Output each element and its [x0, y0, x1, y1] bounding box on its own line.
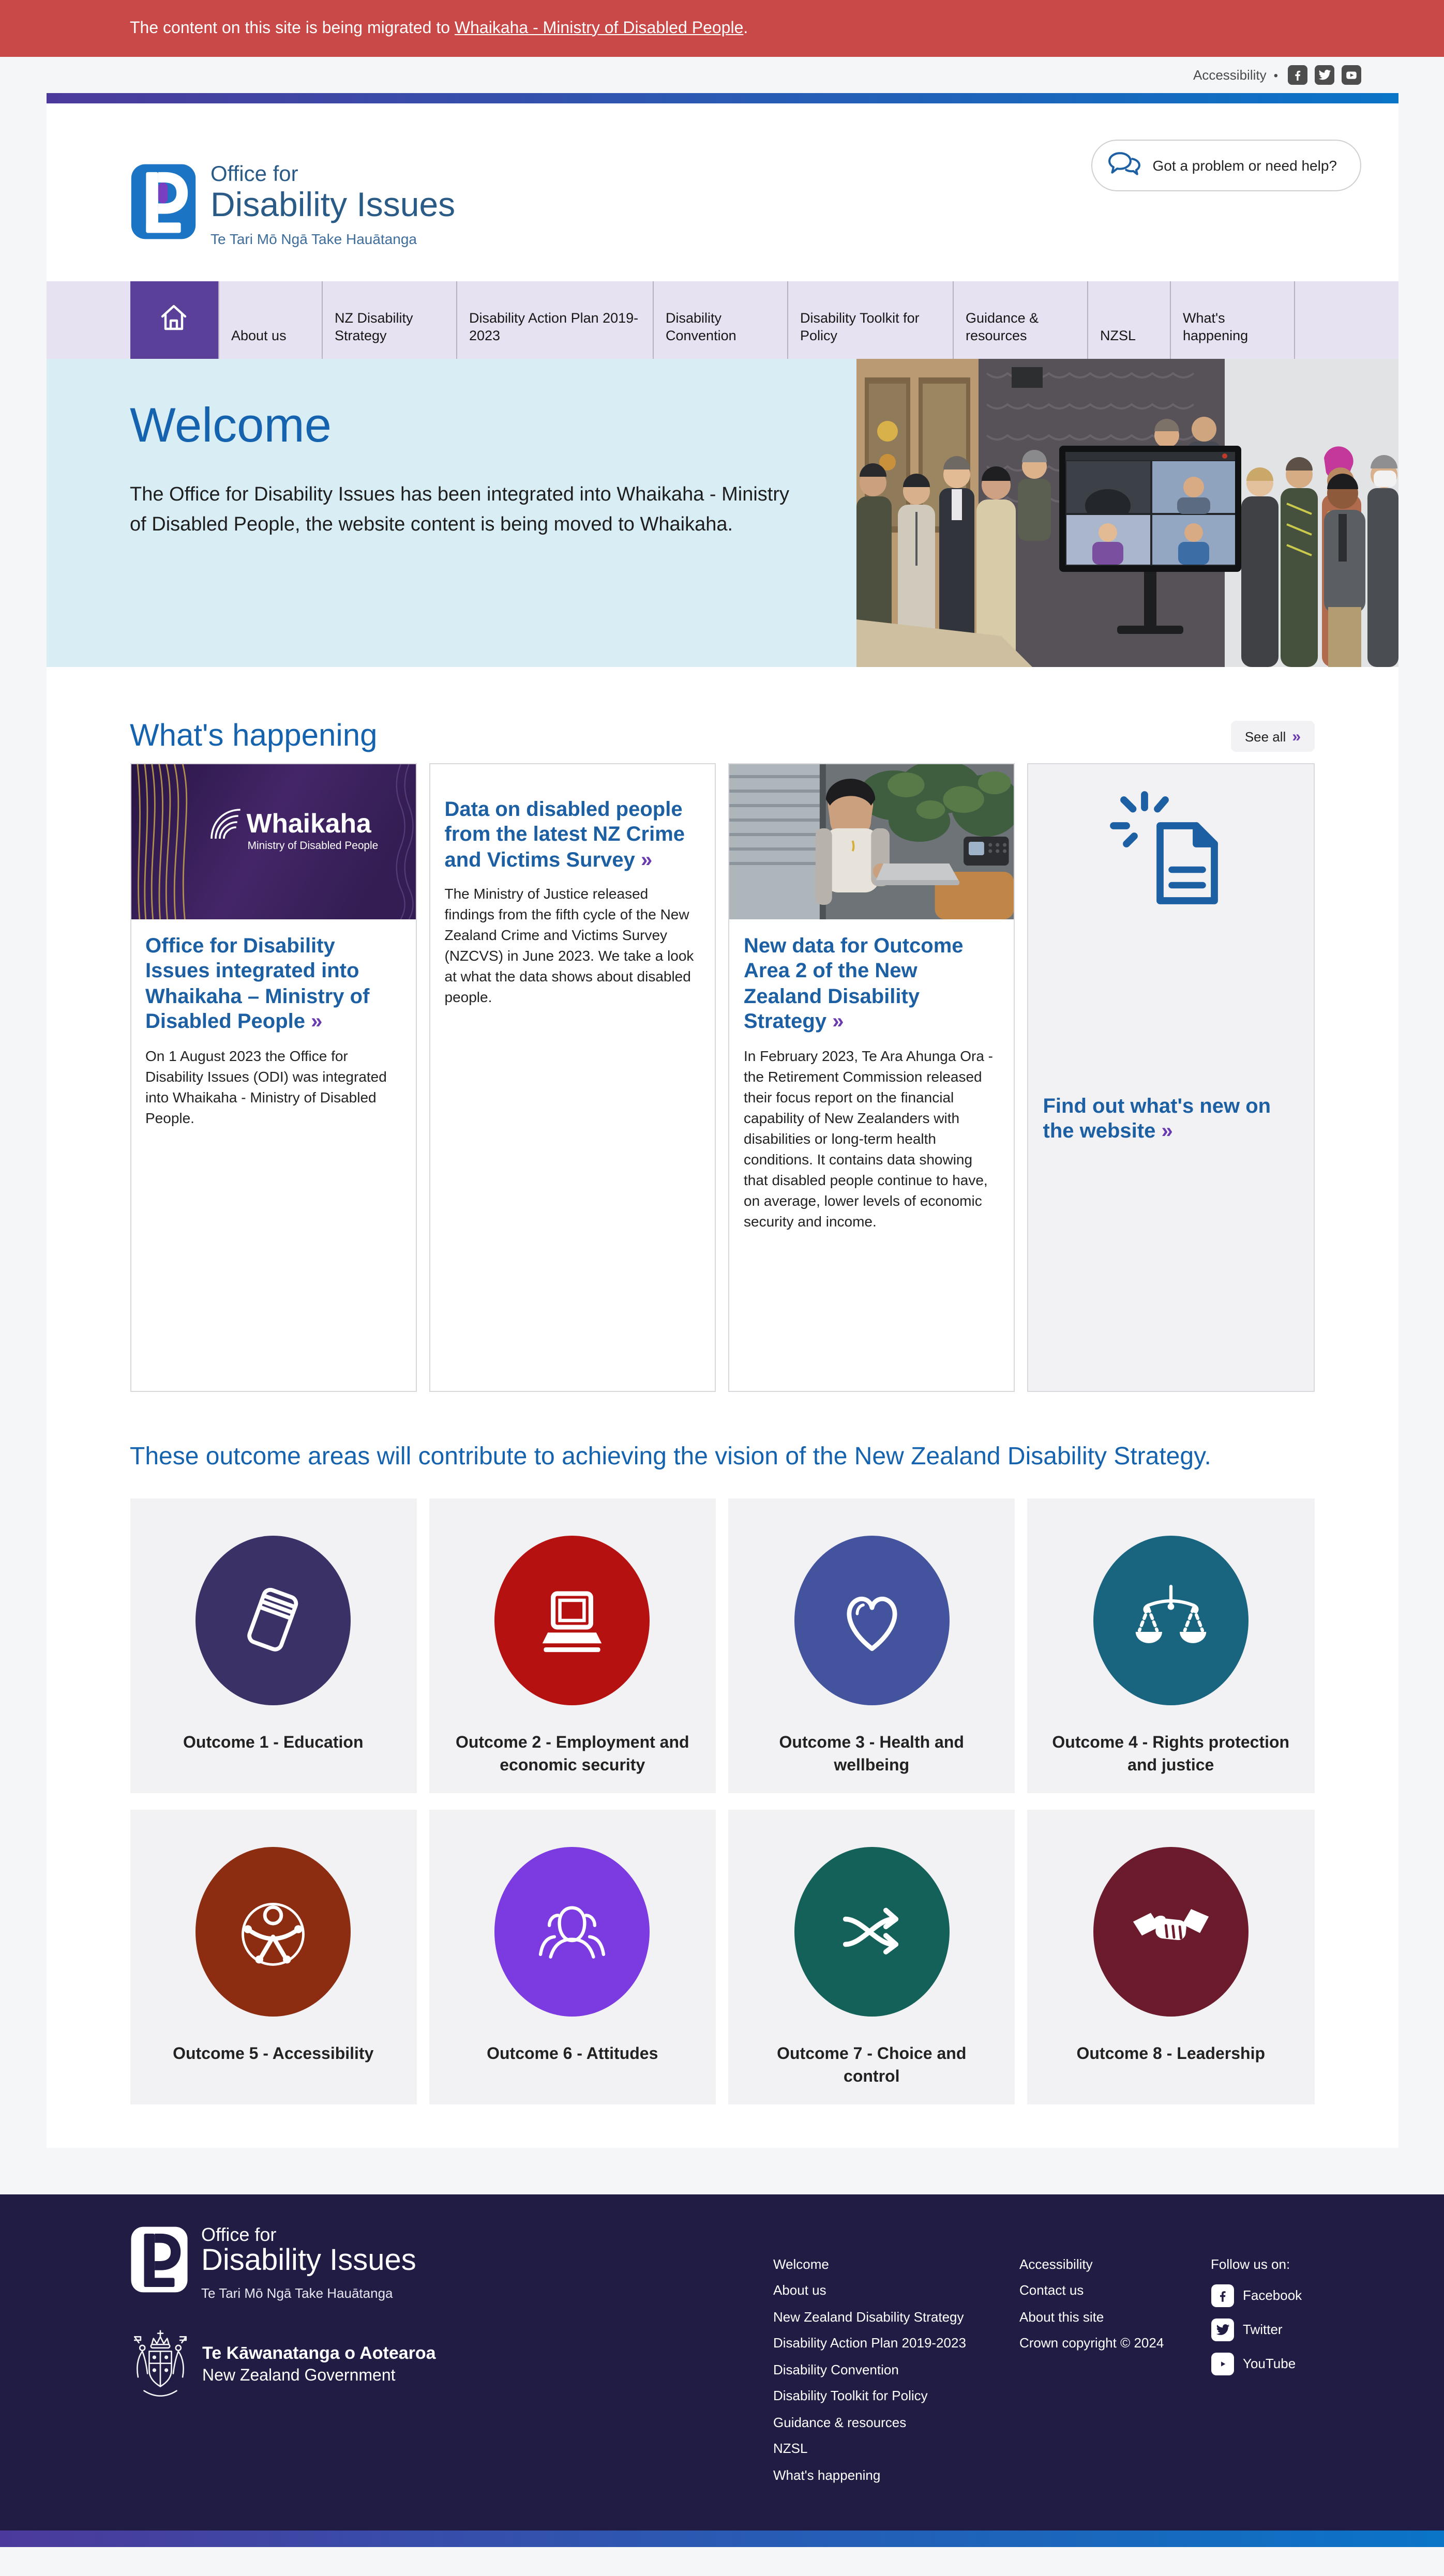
- scales-icon: [1093, 1536, 1249, 1705]
- facebook-icon: [1211, 2284, 1234, 2307]
- chevron-right-icon: »: [311, 1010, 323, 1034]
- see-all-button[interactable]: See all »: [1231, 721, 1314, 752]
- hero-paragraph: The Office for Disability Issues has been integrated into Whaikaha - Ministry of Disabled People, the website content is being moved to Whaikaha.: [130, 484, 789, 536]
- banner-whaikaha-link[interactable]: Whaikaha - Ministry of Disabled People: [454, 19, 744, 37]
- site-logo[interactable]: [130, 163, 455, 248]
- footer-link-whats-happening[interactable]: What's happening: [773, 2467, 881, 2483]
- footer-link-disability-toolkit[interactable]: Disability Toolkit for Policy: [773, 2388, 928, 2404]
- footer-link-nz-disability-strategy[interactable]: New Zealand Disability Strategy: [773, 2309, 964, 2325]
- accessibility-icon: [195, 1847, 351, 2017]
- footer-gradient-bar: [0, 2530, 1444, 2547]
- follow-us-label: Follow us on:: [1211, 2256, 1290, 2272]
- odi-logo-icon: [130, 163, 196, 248]
- footer-link-disability-action-plan[interactable]: Disability Action Plan 2019-2023: [773, 2335, 966, 2351]
- outcome-tile-leadership[interactable]: Outcome 8 - Leadership: [1028, 1810, 1315, 2104]
- outcome-tile-rights[interactable]: Outcome 4 - Rights protection and justice: [1028, 1498, 1315, 1793]
- news-card-summary: On 1 August 2023 the Office for Disability Issues (ODI) was integrated into Whaikaha - Ministry of Disabled People.: [145, 1047, 387, 1126]
- hero-photo-staff-group: [856, 359, 1398, 667]
- people-icon: [495, 1847, 650, 2017]
- help-button-label: Got a problem or need help?: [1152, 157, 1337, 174]
- footer-link-nzsl[interactable]: NZSL: [773, 2441, 808, 2457]
- help-button[interactable]: [1092, 140, 1361, 191]
- logo-tagline: Te Tari Mō Ngā Take Hauātanga: [210, 231, 417, 248]
- outcome-tile-choice[interactable]: Outcome 7 - Choice and control: [728, 1810, 1015, 2104]
- outcome-tile-employment[interactable]: Outcome 2 - Employment and economic security: [429, 1498, 716, 1793]
- footer-links-secondary: [1019, 2225, 1211, 2494]
- twitter-icon: [1211, 2319, 1234, 2341]
- news-card-title[interactable]: Find out what's new on the website »: [1043, 1095, 1271, 1143]
- news-card-summary: The Ministry of Justice released findings from the fifth cycle of the New Zealand Crime and Victims Survey (NZCVS) in June 2023. We take a look at what the data shows about disabled people.: [444, 885, 694, 1006]
- handshake-icon: [1093, 1847, 1249, 2017]
- separator-dot: •: [1273, 68, 1278, 82]
- whaikaha-banner-image: [131, 764, 416, 919]
- crown-copyright: Crown copyright © 2024: [1019, 2335, 1164, 2351]
- twitter-icon[interactable]: [1314, 65, 1334, 85]
- news-card-nzcvs[interactable]: [429, 763, 716, 1392]
- news-cards: [130, 763, 1314, 1392]
- footer-link-disability-convention[interactable]: Disability Convention: [773, 2361, 899, 2377]
- svg-text:Whaikaha: Whaikaha: [246, 808, 371, 839]
- footer-links-primary: [773, 2225, 1019, 2494]
- banner-text-suffix: .: [743, 19, 748, 37]
- news-card-whats-new[interactable]: [1028, 763, 1315, 1392]
- site-header: [46, 103, 1398, 281]
- footer-twitter-link[interactable]: Twitter: [1211, 2319, 1314, 2341]
- footer-logo[interactable]: [130, 2225, 482, 2301]
- news-card-summary: In February 2023, Te Ara Ahunga Ora - the Retirement Commission released their focus report on the financial capability of New Zealanders with disabilities or long-term health conditions. It contains data showing that disabled people continue to have, on average, lower levels of economic security and income.: [744, 1047, 994, 1230]
- chevron-right-icon: »: [832, 1010, 844, 1034]
- nav-filler: [1293, 281, 1398, 359]
- banner-text-prefix: The content on this site is being migrated to: [130, 19, 455, 37]
- utility-bar: [0, 57, 1444, 93]
- person-using-laptop-photo: [729, 764, 1014, 919]
- news-card-title[interactable]: New data for Outcome Area 2 of the New Zealand Disability Strategy »: [744, 935, 964, 1034]
- footer-link-welcome[interactable]: Welcome: [773, 2256, 829, 2272]
- nav-item-disability-convention[interactable]: Disability Convention: [652, 281, 787, 359]
- nav-item-nz-disability-strategy[interactable]: NZ Disability Strategy: [321, 281, 456, 359]
- migration-banner: [0, 0, 1444, 57]
- footer-logo-text: Office for Disability Issues Te Tari Mō Ngā Take Hauātanga: [201, 2224, 416, 2301]
- main-navigation: [46, 281, 1398, 359]
- chevron-right-icon: »: [640, 848, 653, 872]
- logo-text: [210, 163, 455, 248]
- new-document-icon: [1029, 787, 1314, 916]
- nav-home-tile[interactable]: [130, 281, 218, 359]
- logo-line1: Office for: [210, 162, 298, 186]
- svg-text:Ministry of Disabled People: Ministry of Disabled People: [247, 839, 378, 852]
- outcome-tile-education[interactable]: Outcome 1 - Education: [130, 1498, 417, 1793]
- govt-logo-text: Te Kāwanatanga o Aotearoa New Zealand Government: [202, 2343, 436, 2385]
- footer-follow: [1211, 2225, 1314, 2494]
- hero-section: [46, 359, 1398, 667]
- footer-link-about-us[interactable]: About us: [773, 2282, 826, 2298]
- nav-item-guidance-resources[interactable]: Guidance & resources: [952, 281, 1087, 359]
- whats-happening-heading: What's happening: [130, 719, 378, 753]
- footer-link-contact-us[interactable]: Contact us: [1019, 2282, 1084, 2298]
- main-content: [46, 719, 1398, 2148]
- nz-government-logo[interactable]: [130, 2327, 482, 2402]
- shuffle-arrows-icon: [794, 1847, 949, 2017]
- chevron-right-icon: »: [1161, 1120, 1173, 1143]
- outcome-tile-attitudes[interactable]: Outcome 6 - Attitudes: [429, 1810, 716, 2104]
- nav-item-disability-action-plan[interactable]: Disability Action Plan 2019-2023: [456, 281, 652, 359]
- coat-of-arms-icon: [130, 2327, 190, 2402]
- site-footer: [0, 2194, 1444, 2530]
- footer-youtube-link[interactable]: YouTube: [1211, 2353, 1314, 2375]
- footer-facebook-link[interactable]: Facebook: [1211, 2284, 1314, 2307]
- chevron-right-icon: »: [1292, 728, 1301, 745]
- nav-item-disability-toolkit[interactable]: Disability Toolkit for Policy: [787, 281, 952, 359]
- nav-item-whats-happening[interactable]: What's happening: [1169, 281, 1293, 359]
- outcome-tiles: [130, 1498, 1314, 2104]
- footer-link-about-this-site[interactable]: About this site: [1019, 2309, 1104, 2325]
- outcome-tile-accessibility[interactable]: Outcome 5 - Accessibility: [130, 1810, 417, 2104]
- outcome-tile-health[interactable]: Outcome 3 - Health and wellbeing: [728, 1498, 1015, 1793]
- migration-banner-text: [46, 19, 1398, 38]
- content-card: [46, 93, 1398, 2148]
- outcomes-heading: These outcome areas will contribute to achieving the vision of the New Zealand Disability Strategy.: [130, 1443, 1211, 1471]
- news-card-outcome2-data[interactable]: [728, 763, 1015, 1392]
- nav-item-nzsl[interactable]: NZSL: [1087, 281, 1169, 359]
- youtube-icon[interactable]: [1341, 65, 1361, 85]
- news-card-title[interactable]: Office for Disability Issues integrated into Whaikaha – Ministry of Disabled People »: [145, 935, 370, 1034]
- book-icon: [195, 1536, 351, 1705]
- youtube-icon: [1211, 2353, 1234, 2375]
- facebook-icon[interactable]: [1287, 65, 1307, 85]
- logo-line2: Disability Issues: [210, 185, 456, 224]
- home-icon: [157, 301, 190, 339]
- gradient-divider: [46, 93, 1398, 103]
- nav-item-about-us[interactable]: About us: [218, 281, 321, 359]
- news-card-whaikaha[interactable]: [130, 763, 417, 1392]
- heart-icon: [794, 1536, 949, 1705]
- speech-bubbles-icon: [1107, 151, 1142, 180]
- laptop-icon: [495, 1536, 650, 1705]
- news-card-title[interactable]: Data on disabled people from the latest NZ Crime and Victims Survey »: [444, 798, 685, 872]
- accessibility-link[interactable]: Accessibility: [1193, 67, 1267, 83]
- footer-link-guidance-resources[interactable]: Guidance & resources: [773, 2414, 907, 2430]
- odi-logo-icon: [130, 2225, 188, 2301]
- page-title: Welcome: [130, 397, 332, 452]
- footer-link-accessibility[interactable]: Accessibility: [1019, 2256, 1093, 2272]
